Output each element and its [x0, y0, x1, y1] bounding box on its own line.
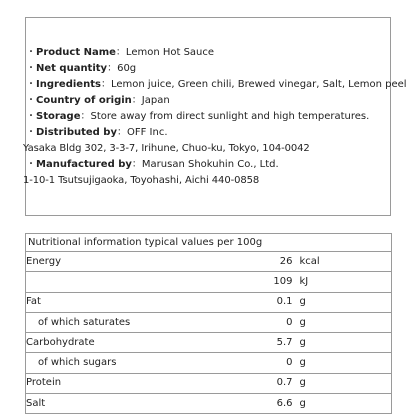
- colon: ：: [115, 47, 126, 58]
- country-value: Japan: [141, 95, 170, 106]
- nutrient-value: 0.1: [240, 292, 293, 312]
- table-row: [26, 292, 392, 312]
- table-row: [26, 373, 392, 393]
- manufacturer-key: Manufactured by: [36, 159, 132, 170]
- nutrition-header-row: [26, 234, 392, 252]
- table-row: [26, 394, 392, 414]
- colon: ：: [100, 79, 111, 90]
- table-row: [26, 252, 392, 272]
- nutrient-name: of which sugars: [26, 353, 240, 373]
- manufacturer-value: Marusan Shokuhin Co., Ltd.: [141, 159, 279, 170]
- ingredients-value: Lemon juice, Green chili, Brewed vinegar, Salt, Lemon peel: [110, 79, 407, 90]
- table-row: [26, 312, 392, 332]
- nutrient-unit: g: [293, 373, 392, 393]
- nutrient-value: 6.6: [240, 394, 293, 414]
- table-row: [26, 353, 392, 373]
- nutrient-unit: g: [293, 292, 392, 312]
- manufacturer-address: 1-10-1 Tsutsujigaoka, Toyohashi, Aichi 440-0858: [23, 175, 260, 186]
- product-label-body: [23, 45, 407, 189]
- nutrition-header: Nutritional information typical values per 100g: [26, 234, 392, 252]
- bullet: ・: [26, 63, 36, 74]
- nutrition-table: [25, 233, 392, 414]
- country-line: [26, 93, 392, 109]
- nutrient-unit: kJ: [293, 272, 392, 292]
- country-key: Country of origin: [36, 95, 132, 106]
- nutrient-value: 109: [240, 272, 293, 292]
- distributor-address: Yasaka Bldg 302, 3-3-7, Irihune, Chuo-ku, Tokyo, 104-0042: [23, 143, 310, 154]
- nutrient-name: Protein: [26, 373, 240, 393]
- colon: ：: [80, 111, 91, 122]
- bullet: ・: [26, 111, 36, 122]
- nutrient-name: Salt: [26, 394, 240, 414]
- product-name-key: Product Name: [36, 47, 116, 58]
- nutrient-unit: g: [293, 312, 392, 332]
- colon: ：: [131, 95, 142, 106]
- storage-value: Store away from direct sunlight and high temperatures.: [90, 111, 370, 122]
- nutrient-name: Fat: [26, 292, 240, 312]
- nutrient-value: 26: [240, 252, 293, 272]
- colon: ：: [116, 127, 127, 138]
- bullet: ・: [26, 79, 36, 90]
- manufacturer-line: [26, 157, 392, 173]
- nutrient-name: Energy: [26, 252, 240, 272]
- ingredients-line: [26, 77, 407, 93]
- product-label-box: [23, 17, 407, 216]
- nutrient-unit: kcal: [293, 252, 392, 272]
- net-quantity-key: Net quantity: [36, 63, 108, 74]
- nutrient-value: 0: [240, 312, 293, 332]
- table-row: [26, 272, 392, 292]
- product-name-line: [26, 45, 392, 61]
- colon: ：: [107, 63, 118, 74]
- bullet: ・: [26, 95, 36, 106]
- nutrient-unit: g: [293, 353, 392, 373]
- net-quantity-value: 60g: [117, 63, 137, 74]
- bullet: ・: [26, 127, 36, 138]
- bullet: ・: [26, 47, 36, 58]
- nutrient-unit: g: [293, 394, 392, 414]
- storage-key: Storage: [36, 111, 81, 122]
- nutrient-value: 5.7: [240, 333, 293, 353]
- bullet: ・: [26, 159, 36, 170]
- nutrient-name: Carbohydrate: [26, 333, 240, 353]
- table-row: [26, 333, 392, 353]
- colon: ：: [131, 159, 142, 170]
- product-name-value: Lemon Hot Sauce: [125, 47, 215, 58]
- nutrient-name: [26, 272, 240, 292]
- nutrient-value: 0: [240, 353, 293, 373]
- distributor-value: OFF Inc.: [126, 127, 168, 138]
- storage-line: [26, 109, 392, 125]
- nutrient-value: 0.7: [240, 373, 293, 393]
- distributor-line: [26, 125, 392, 141]
- ingredients-key: Ingredients: [36, 79, 101, 90]
- nutrient-unit: g: [293, 333, 392, 353]
- nutrient-name: of which saturates: [26, 312, 240, 332]
- distributor-key: Distributed by: [36, 127, 117, 138]
- net-quantity-line: [26, 61, 392, 77]
